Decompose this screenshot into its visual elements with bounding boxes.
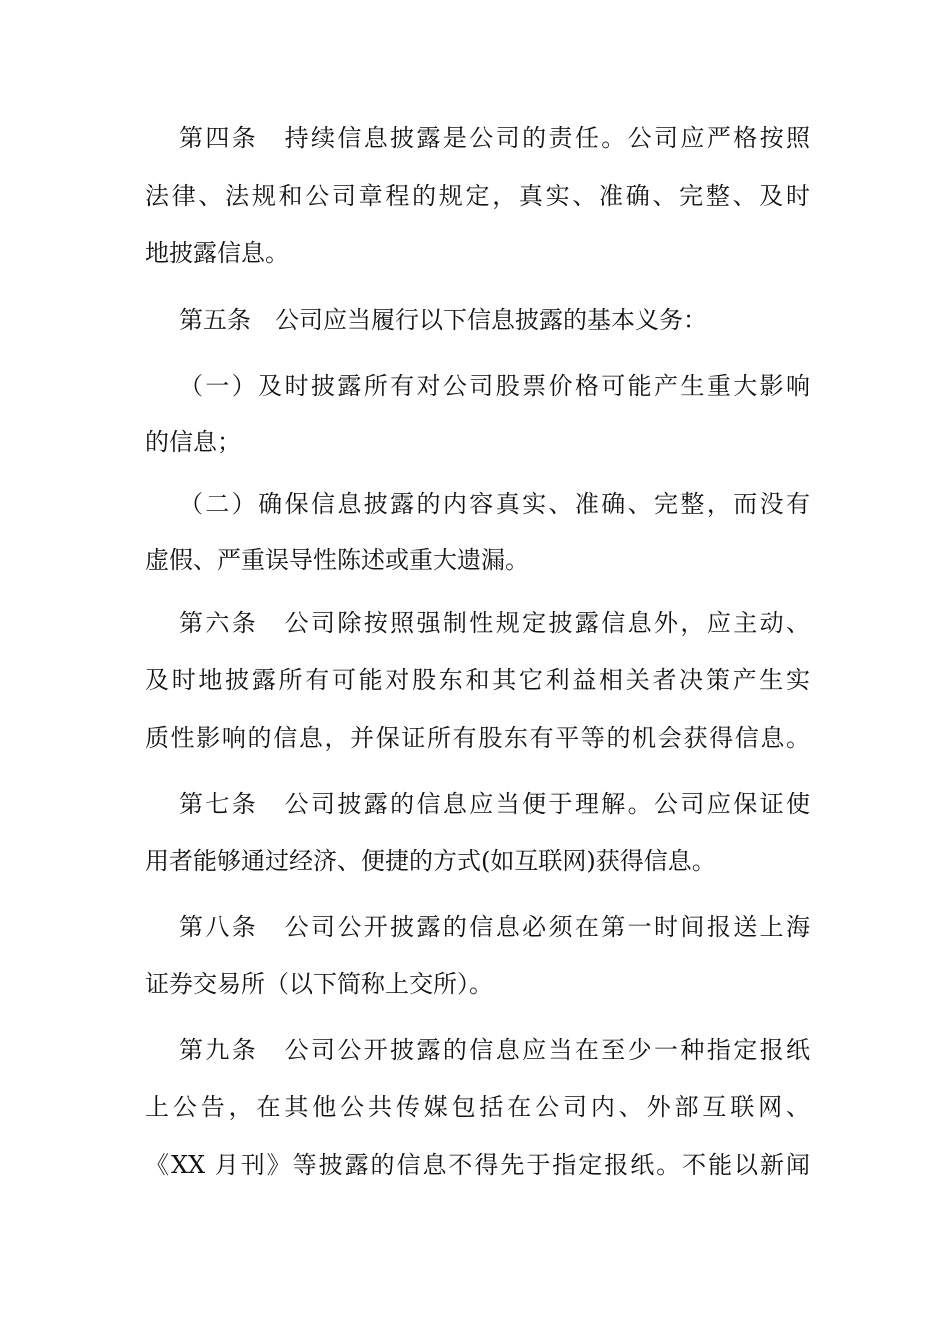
item-2-line-1: （二）确保信息披露的内容真实、准确、完整，而没有 bbox=[179, 490, 810, 518]
article-4-line-2: 法律、法规和公司章程的规定，真实、准确、完整、及时 bbox=[145, 182, 810, 210]
article-8-line-1: 第八条 公司公开披露的信息必须在第一时间报送上海 bbox=[179, 913, 810, 941]
article-7-line-2: 用者能够通过经济、便捷的方式(如互联网)获得信息。 bbox=[145, 847, 716, 875]
article-4-line-3: 地披露信息。 bbox=[145, 239, 289, 267]
article-7-line-1: 第七条 公司披露的信息应当便于理解。公司应保证使 bbox=[179, 790, 810, 818]
item-2-line-2: 虚假、严重误导性陈述或重大遗漏。 bbox=[145, 546, 529, 574]
article-6-line-2: 及时地披露所有可能对股东和其它利益相关者决策产生实 bbox=[145, 666, 810, 694]
article-9-line-3: 《XX 月刊》等披露的信息不得先于指定报纸。不能以新闻 bbox=[145, 1151, 810, 1179]
item-1-line-2: 的信息； bbox=[145, 428, 241, 456]
article-6-line-3: 质性影响的信息，并保证所有股东有平等的机会获得信息。 bbox=[145, 724, 810, 752]
item-1-line-1: （一）及时披露所有对公司股票价格可能产生重大影响 bbox=[179, 372, 810, 400]
article-6-line-1: 第六条 公司除按照强制性规定披露信息外，应主动、 bbox=[179, 609, 810, 637]
article-9-line-2: 上公告，在其他公共传媒包括在公司内、外部互联网、 bbox=[145, 1093, 810, 1121]
article-8-line-2: 证券交易所（以下简称上交所）。 bbox=[145, 970, 493, 998]
article-9-line-1: 第九条 公司公开披露的信息应当在至少一种指定报纸 bbox=[179, 1036, 810, 1064]
article-4-line-1: 第四条 持续信息披露是公司的责任。公司应严格按照 bbox=[179, 124, 810, 152]
article-5-line-1: 第五条 公司应当履行以下信息披露的基本义务： bbox=[179, 306, 707, 334]
